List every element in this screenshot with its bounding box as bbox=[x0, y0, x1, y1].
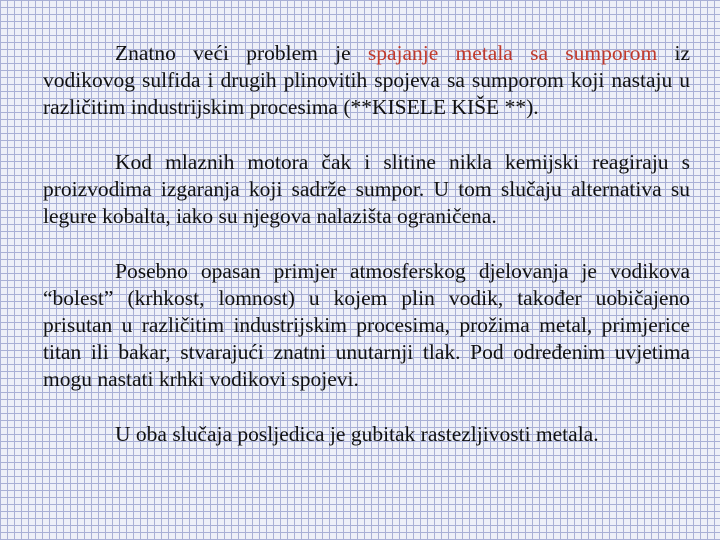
paragraph-1-after: iz vodikovog sulfida i drugih plinovitih spojeva sa sumporom koji nastaju u različitim industrijskim procesima (**KISELE KIŠE **). bbox=[43, 41, 690, 119]
paragraph-jet-engines: Kod mlaznih motora čak i slitine nikla kemijski reagiraju s proizvodima izgaranja koji sadrže sumpor. U tom slučaju alternativa su legure kobalta, iako su njegova nalazišta ograničena. bbox=[43, 150, 690, 228]
paragraph-conclusion: U oba slučaja posljedica je gubitak rastezljivosti metala. bbox=[115, 422, 599, 446]
paragraph-1-before: Znatno veći problem je bbox=[115, 41, 368, 65]
paragraph-hydrogen-embrittlement: Posebno opasan primjer atmosferskog djelovanja je vodikova “bolest” (krhkost, lomnost) u kojem plin vodik, također uobičajeno prisutan u različitim industrijskim procesima, prožima metal, primjerice titan ili bakar, stvarajući znatni unutarnji tlak. Pod određenim uvjetima mogu nastati krhki vodikovi spojevi. bbox=[43, 259, 690, 391]
paragraph-sulfur-problem bbox=[43, 40, 690, 121]
highlighted-phrase: spajanje metala sa sumporom bbox=[367, 41, 658, 65]
slide-text-body bbox=[43, 40, 690, 476]
